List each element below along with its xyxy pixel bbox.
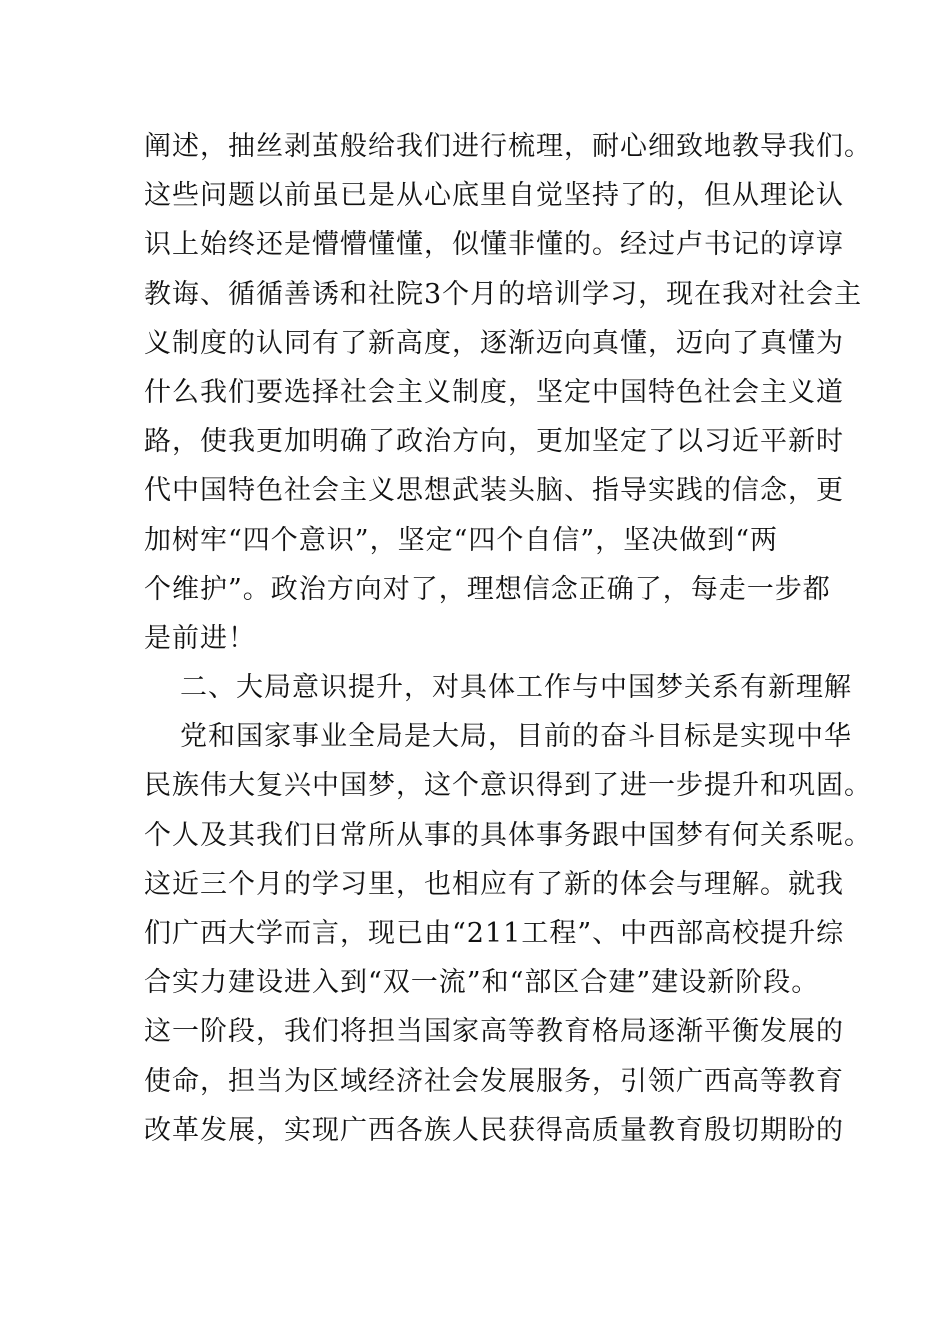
paragraph-line: 义制度的认同有了新高度，逐渐迈向真懂，迈向了真懂为: [144, 327, 844, 359]
paragraph-line: 合实力建设进入到“双一流”和“部区合建”建设新阶段。: [144, 967, 820, 999]
paragraph-line: 什么我们要选择社会主义制度，坚定中国特色社会主义道: [144, 376, 844, 408]
paragraph-line: 们广西大学而言，现已由“211工程”、中西部高校提升综: [144, 918, 845, 949]
paragraph-line: 阐述，抽丝剥茧般给我们进行梳理，耐心细致地教导我们。: [144, 131, 872, 162]
paragraph-line: 党和国家事业全局是大局，目前的奋斗目标是实现中华: [180, 721, 852, 753]
paragraph-line: 改革发展，实现广西各族人民获得高质量教育殷切期盼的: [144, 1114, 844, 1146]
paragraph-line: 代中国特色社会主义思想武装头脑、指导实践的信念，更: [144, 475, 844, 507]
paragraph-line: 民族伟大复兴中国梦，这个意识得到了进一步提升和巩固。: [144, 770, 872, 802]
paragraph-line: 使命，担当为区域经济社会发展服务，引领广西高等教育: [144, 1065, 844, 1097]
document-body: [144, 122, 872, 1155]
paragraph-line: 这近三个月的学习里，也相应有了新的体会与理解。就我: [144, 868, 844, 900]
paragraph-line: 教诲、循循善诱和社院3个月的培训学习，现在我对社会主: [144, 278, 863, 310]
paragraph-line: 这一阶段，我们将担当国家高等教育格局逐渐平衡发展的: [144, 1016, 844, 1048]
paragraph-line: 个维护”。政治方向对了，理想信念正确了，每走一步都: [144, 573, 831, 605]
section-heading: 二、大局意识提升，对具体工作与中国梦关系有新理解: [180, 672, 852, 704]
paragraph-line: 识上始终还是懵懵懂懂，似懂非懂的。经过卢书记的谆谆: [144, 229, 844, 261]
paragraph-line: 是前进！: [144, 622, 256, 654]
paragraph-line: 个人及其我们日常所从事的具体事务跟中国梦有何关系呢。: [144, 819, 872, 851]
paragraph-line: 这些问题以前虽已是从心底里自觉坚持了的，但从理论认: [144, 180, 844, 212]
paragraph-line: 加树牢“四个意识”，坚定“四个自信”，坚决做到“两: [144, 524, 779, 556]
paragraph-line: 路，使我更加明确了政治方向，更加坚定了以习近平新时: [144, 426, 844, 458]
